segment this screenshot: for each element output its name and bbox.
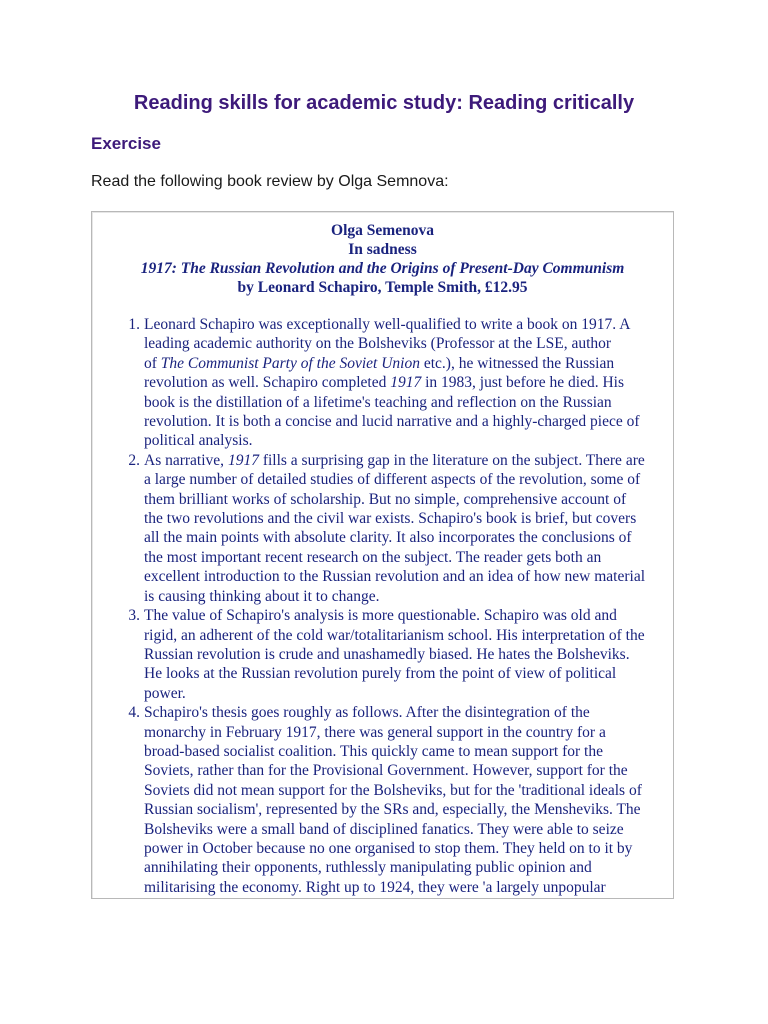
paragraph-line xyxy=(144,800,674,819)
paragraph-text: the two revolutions and the civil war exists. Schapiro's book is brief, but covers xyxy=(144,510,637,528)
paragraph-text: Russian socialism', represented by the SRs and, especially, the Mensheviks. The xyxy=(144,801,641,819)
paragraph-text: is causing thinking about it to change. xyxy=(144,587,380,605)
paragraph-text: The value of Schapiro's analysis is more questionable. Schapiro was old and xyxy=(144,607,617,625)
review-paragraphs xyxy=(128,315,674,897)
review-paragraph xyxy=(128,451,674,606)
paragraph-text: broad-based socialist coalition. This quickly came to mean support for the xyxy=(144,742,603,760)
paragraph-line xyxy=(144,470,674,489)
paragraph-text: Russian revolution is crude and unashamedly biased. He hates the Bolsheviks. xyxy=(144,645,630,663)
paragraph-line xyxy=(144,431,674,450)
paragraph-number: 2. xyxy=(128,451,140,469)
review-box xyxy=(91,211,674,899)
paragraph-text: Leonard Schapiro was exceptionally well-qualified to write a book on 1917. A xyxy=(144,316,631,333)
paragraph-line xyxy=(144,567,674,586)
paragraph-line xyxy=(144,664,674,683)
paragraph-text: all the main points with absolute clarity. It also incorporates the conclusions of xyxy=(144,529,632,547)
paragraph-line xyxy=(144,742,674,761)
paragraph-line xyxy=(144,412,674,431)
paragraph-line xyxy=(144,606,674,625)
paragraph-line xyxy=(144,490,674,509)
paragraph-text: Bolsheviks were a small band of disciplined fanatics. They were able to seize xyxy=(144,820,624,838)
paragraph-text: leading academic authority on the Bolsheviks (Professor at the LSE, author xyxy=(144,335,612,353)
paragraph-text: of xyxy=(144,354,161,372)
paragraph-text: the most important recent research on the subject. The reader gets both an xyxy=(144,548,602,566)
paragraph-line xyxy=(144,684,674,703)
paragraph-text: Soviets did not mean support for the Bolsheviks, but for the 'traditional ideals of xyxy=(144,781,642,799)
paragraph-text: As narrative, xyxy=(144,451,228,469)
paragraph-text: etc.), he witnessed the Russian xyxy=(419,354,615,372)
intro-text: Read the following book review by Olga Semnova: xyxy=(91,173,449,190)
paragraph-text: power in October because no one organised to stop them. They held on to it by xyxy=(144,839,633,857)
paragraph-text: fills a surprising gap in the literature on the subject. There are xyxy=(258,451,645,469)
paragraph-text: a large number of detailed studies of different aspects of the revolution, some of xyxy=(144,471,641,489)
paragraph-line xyxy=(144,528,674,547)
paragraph-line xyxy=(144,587,674,606)
paragraph-line xyxy=(144,761,674,780)
paragraph-text: in 1983, just before he died. His xyxy=(421,374,624,392)
paragraph-line xyxy=(144,858,674,877)
paragraph-number: 1. xyxy=(128,316,140,333)
paragraph-line xyxy=(144,393,674,412)
paragraph-line xyxy=(144,723,674,742)
paragraph-text: annihilating their opponents, ruthlessly manipulating public opinion and xyxy=(144,859,592,877)
paragraph-text: militarising the economy. Right up to 1924, they were 'a largely unpopular xyxy=(144,878,606,896)
paragraph-line xyxy=(144,548,674,567)
paragraph-line xyxy=(144,626,674,645)
paragraph-line xyxy=(144,781,674,800)
paragraph-line xyxy=(144,820,674,839)
review-book-title: 1917: The Russian Revolution and the Origins of Present-Day Communism xyxy=(140,260,625,277)
paragraph-text: book is the distillation of a lifetime's teaching and reflection on the Russian xyxy=(144,393,612,411)
review-subtitle: In sadness xyxy=(348,241,417,258)
paragraph-line xyxy=(144,373,674,392)
paragraph-text: revolution as well. Schapiro completed xyxy=(144,374,391,392)
paragraph-text: rigid, an adherent of the cold war/totalitarianism school. His interpretation of the xyxy=(144,626,645,644)
paragraph-text: Soviets, rather than for the Provisional Government. However, support for the xyxy=(144,762,628,780)
page-title: Reading skills for academic study: Reading critically xyxy=(133,92,635,114)
review-byline: by Leonard Schapiro, Temple Smith, £12.95 xyxy=(237,279,528,296)
review-paragraph xyxy=(128,315,674,451)
italic-title: 1917 xyxy=(390,374,422,392)
italic-title: The Communist Party of the Soviet Union xyxy=(160,354,420,372)
review-paragraph xyxy=(128,703,674,897)
paragraph-line xyxy=(144,354,674,373)
paragraph-text: monarchy in February 1917, there was general support in the country for a xyxy=(144,723,606,741)
section-heading: Exercise xyxy=(91,134,161,153)
paragraph-line xyxy=(144,703,674,722)
paragraph-number: 3. xyxy=(128,607,140,625)
paragraph-text: He looks at the Russian revolution purely from the point of view of political xyxy=(144,665,617,683)
paragraph-text: revolution. It is both a concise and lucid narrative and a highly-charged piece of xyxy=(144,413,640,431)
paragraph-text: power. xyxy=(144,684,186,702)
review-author: Olga Semenova xyxy=(331,222,434,239)
italic-title: 1917 xyxy=(227,451,259,469)
paragraph-number: 4. xyxy=(128,704,140,722)
paragraph-line xyxy=(144,645,674,664)
paragraph-line xyxy=(144,509,674,528)
paragraph-text: them brilliant works of scholarship. But no simple, comprehensive account of xyxy=(144,490,627,508)
paragraph-text: Schapiro's thesis goes roughly as follows. After the disintegration of the xyxy=(144,704,590,722)
review-header xyxy=(92,221,673,297)
paragraph-text: excellent introduction to the Russian revolution and an idea of how new material xyxy=(144,568,646,586)
paragraph-text: political analysis. xyxy=(144,432,253,450)
paragraph-line xyxy=(144,334,674,353)
paragraph-line xyxy=(144,878,674,897)
paragraph-line xyxy=(144,451,674,470)
paragraph-line xyxy=(144,839,674,858)
review-paragraph xyxy=(128,606,674,703)
paragraph-line xyxy=(144,315,674,334)
